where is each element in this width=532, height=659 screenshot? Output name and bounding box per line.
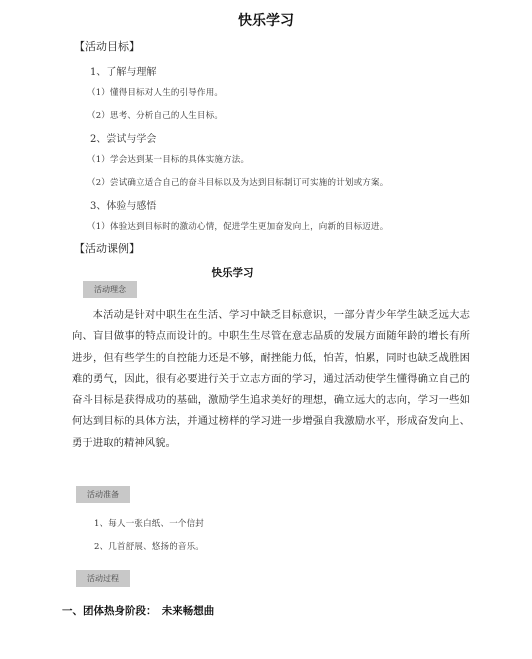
- goal-item: （1）体验达到目标时的激动心情，促进学生更加奋发向上，向新的目标迈进。: [87, 222, 389, 232]
- goal-item: （2）尝试确立适合自己的奋斗目标以及为达到目标制订可实施的计划或方案。: [87, 178, 389, 188]
- process-tag: 活动过程: [76, 570, 130, 587]
- goal-item: （2）思考、分析自己的人生目标。: [87, 111, 224, 121]
- stage-heading: 一、团体热身阶段： 未来畅想曲: [62, 605, 215, 617]
- concept-paragraph: 本活动是针对中职生在生活、学习中缺乏目标意识，一部分青少年学生缺乏远大志向、盲目做事的特点而设计的。中职生生尽管在意志品质的发展方面随年龄的增长有所进步，但有些学生的自控能力还是不够，耐挫能力低，怕苦，怕累，同时也缺乏战胜困难的勇气，因此，很有必要进行关于立志方面的学习，通过活动使学生懂得确立自己的奋斗目标是获得成功的基础，激励学生追求美好的理想，确立远大的志向，学习一些如何达到目标的具体方法，并通过榜样的学习进一步增强自我激励水平，形成奋发向上、勇于进取的精神风貌。: [72, 309, 470, 449]
- page-title: 快乐学习: [238, 13, 294, 29]
- prep-tag: 活动准备: [76, 486, 130, 503]
- goal-group-label: 3、体验与感悟: [90, 201, 157, 212]
- concept-tag: 活动理念: [83, 281, 137, 298]
- goal-group-label: 1、了解与理解: [90, 67, 157, 78]
- goal-group-label: 2、尝试与学会: [90, 134, 157, 145]
- example-heading: 【活动课例】: [74, 242, 140, 255]
- prep-item: 1、每人一张白纸、一个信封: [94, 519, 205, 529]
- goals-heading: 【活动目标】: [74, 40, 140, 53]
- prep-item: 2、几首舒展、悠扬的音乐。: [94, 542, 205, 552]
- goal-item: （1）懂得目标对人生的引导作用。: [87, 88, 224, 98]
- lesson-title: 快乐学习: [211, 267, 254, 279]
- goal-item: （1）学会达到某一目标的具体实施方法。: [87, 155, 250, 165]
